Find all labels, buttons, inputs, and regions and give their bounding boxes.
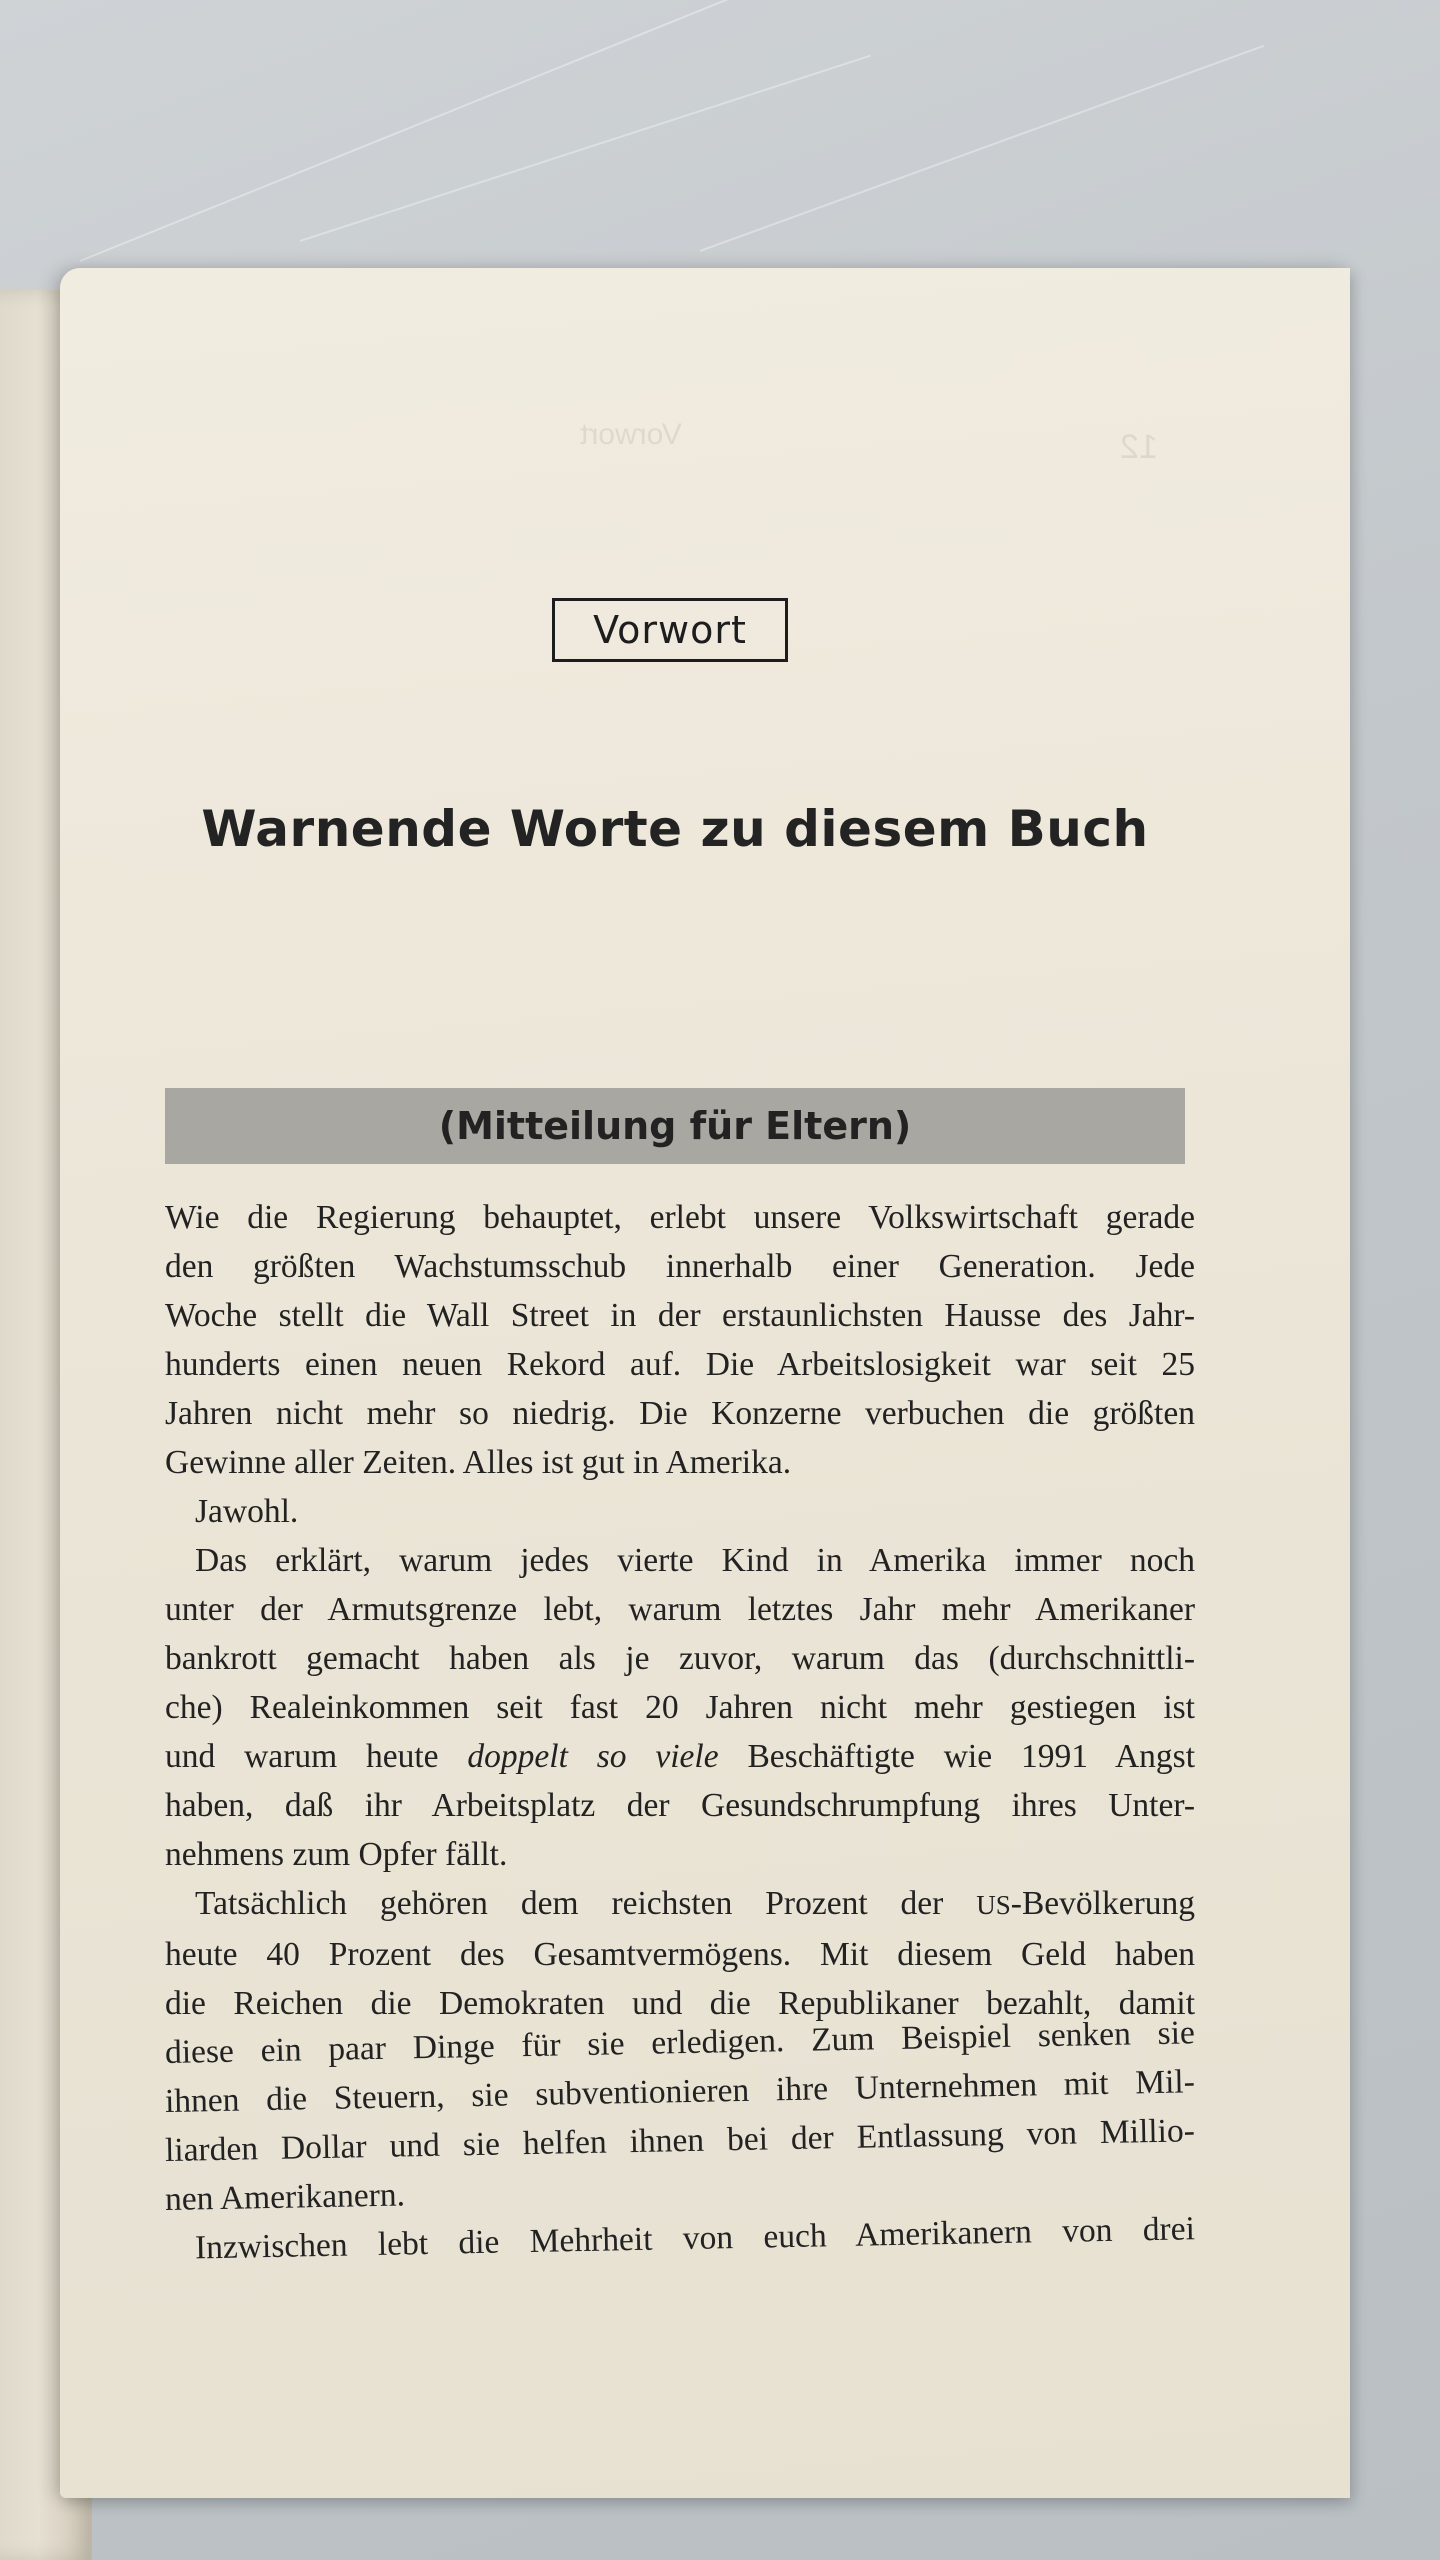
text-line: haben, daß ihr Arbeitsplatz der Gesundschrumpfung ihres Unter- (165, 1787, 1195, 1824)
text-line: Wie die Regierung behauptet, erlebt unsere Volkswirtschaft gerade (165, 1199, 1195, 1236)
text-line: che) Realeinkommen seit fast 20 Jahren nicht mehr gestiegen ist (165, 1689, 1195, 1726)
text-line: die Reichen die Demokraten und die Republikaner bezahlt, damit (165, 1985, 1195, 2022)
text-run: und warum heute (165, 1738, 468, 1775)
text-line: unter der Armutsgrenze lebt, warum letztes Jahr mehr Amerikaner (165, 1591, 1195, 1628)
text-line: heute 40 Prozent des Gesamtvermögens. Mit diesem Geld haben (165, 1936, 1195, 1973)
text-line: diese ein paar Dinge für sie erledigen. Zum Beispiel senken sie (164, 2014, 1196, 2071)
text-line: ihnen die Steuern, sie subventionieren ihre Unternehmen mit Mil- (164, 2063, 1196, 2120)
text-run: Tatsächlich gehören dem reichsten Prozent der (195, 1885, 977, 1922)
text-line: hunderts einen neuen Rekord auf. Die Arbeitslosigkeit war seit 25 (165, 1346, 1195, 1383)
text-line: Inzwischen lebt die Mehrheit von euch Amerikanern von drei (194, 2210, 1196, 2267)
text-line: bankrott gemacht haben als je zuvor, warum das (durchschnittli- (165, 1640, 1195, 1677)
text-line: Woche stellt die Wall Street in der erstaunlichsten Hausse des Jahr- (165, 1297, 1195, 1334)
text-line: Jahren nicht mehr so niedrig. Die Konzerne verbuchen die größten (165, 1395, 1195, 1432)
small-caps-abbreviation: US (976, 1890, 1011, 1920)
text-line: nehmens zum Opfer fällt. (165, 1836, 508, 1873)
text-line: Gewinne aller Zeiten. Alles ist gut in Amerika. (165, 1444, 792, 1481)
text-line: den größten Wachstumsschub innerhalb einer Generation. Jede (165, 1248, 1195, 1285)
chapter-title: Warnende Worte zu diesem Buch (201, 800, 1149, 858)
subheading: (Mitteilung für Eltern) (438, 1104, 912, 1148)
text-line: Das erklärt, warum jedes vierte Kind in Amerika immer noch (195, 1542, 1195, 1579)
text-line: liarden Dollar und sie helfen ihnen bei der Entlassung von Millio- (164, 2112, 1196, 2169)
text-line: Jawohl. (195, 1493, 299, 1530)
text-line-emphasis (165, 1732, 1195, 1781)
background-streak (700, 45, 1264, 252)
text-run: Beschäftigte wie 1991 Angst (718, 1738, 1195, 1775)
text-line: nen Amerikanern. (164, 2176, 406, 2218)
italic-emphasis: doppelt so viele (467, 1738, 719, 1775)
section-label: Vorwort (593, 608, 747, 652)
show-through-page-number: 12 (1120, 428, 1158, 466)
show-through-header-title: Vorwort (580, 418, 682, 451)
section-label-box (552, 598, 788, 662)
text-line-small-caps (165, 1879, 1195, 1930)
text-run: -Bevölkerung (1010, 1885, 1195, 1922)
subheading-bar (165, 1088, 1185, 1164)
body-text (165, 1193, 1195, 2273)
background-streak (300, 55, 871, 242)
